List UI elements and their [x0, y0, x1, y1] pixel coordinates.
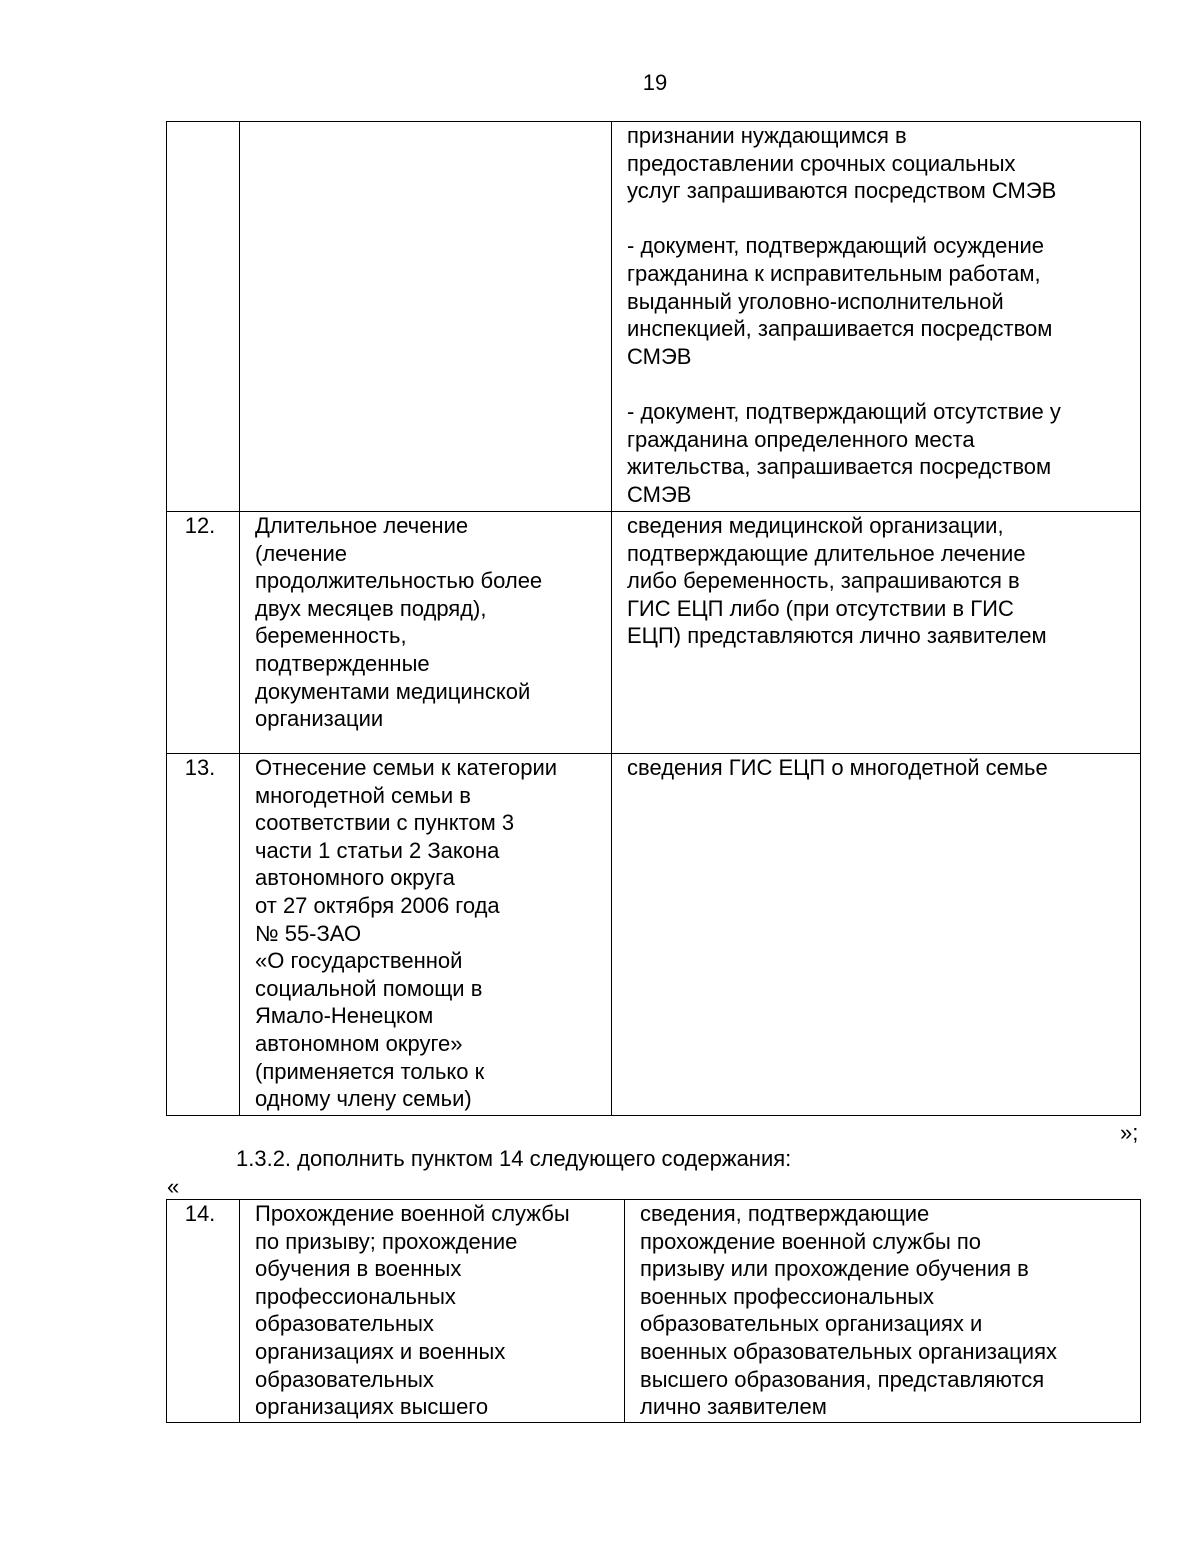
documents-cell: сведения, подтверждающие прохождение военной службы по призыву или прохождение обучения в военных профессиональных образовательных организациях и военных образовательных организациях высшего образования, представляются лично заявителем	[625, 1200, 1141, 1423]
condition-cell: Отнесение семьи к категории многодетной семьи в соответствии с пунктом 3 части 1 статьи 2 Закона автономного округа от 27 октября 2006 года № 55-ЗАО «О государственной социальной помощи в Ямало-Ненецком автономном округе» (применяется только к одному члену семьи)	[240, 754, 612, 1116]
condition-cell	[240, 122, 612, 512]
condition-cell: Длительное лечение (лечение продолжительностью более двух месяцев подряд), беременность, подтвержденные документами медицинской организации	[240, 512, 612, 754]
row-number: 13.	[167, 754, 240, 1116]
documents-table	[166, 121, 1141, 1116]
amendment-paragraph: 1.3.2. дополнить пунктом 14 следующего содержания:	[236, 1146, 792, 1171]
page-number: 19	[642, 70, 668, 95]
table-row	[167, 512, 1141, 754]
opening-quote: «	[167, 1174, 180, 1199]
amendment-table	[166, 1199, 1141, 1423]
row-number: 12.	[167, 512, 240, 754]
documents-cell: сведения ГИС ЕЦП о многодетной семье	[612, 754, 1141, 1116]
row-number	[167, 122, 240, 512]
closing-quote: »;	[1120, 1120, 1139, 1145]
condition-cell: Прохождение военной службы по призыву; прохождение обучения в военных профессиональных образовательных организациях и военных образовательных организациях высшего	[240, 1200, 625, 1423]
table-row	[167, 122, 1141, 512]
documents-cell: признании нуждающимся в предоставлении срочных социальных услуг запрашиваются посредством СМЭВ - документ, подтверждающий осуждение гражданина к исправительным работам, выданный уголовно-исполнительной инспекцией, запрашивается посредством СМЭВ - документ, подтверждающий отсутствие у гражданина определенного места жительства, запрашивается посредством СМЭВ	[612, 122, 1141, 512]
documents-cell: сведения медицинской организации, подтверждающие длительное лечение либо беременность, запрашиваются в ГИС ЕЦП либо (при отсутствии в ГИС ЕЦП) представляются лично заявителем	[612, 512, 1141, 754]
row-number: 14.	[167, 1200, 240, 1423]
table-row	[167, 1200, 1141, 1423]
table-row	[167, 754, 1141, 1116]
